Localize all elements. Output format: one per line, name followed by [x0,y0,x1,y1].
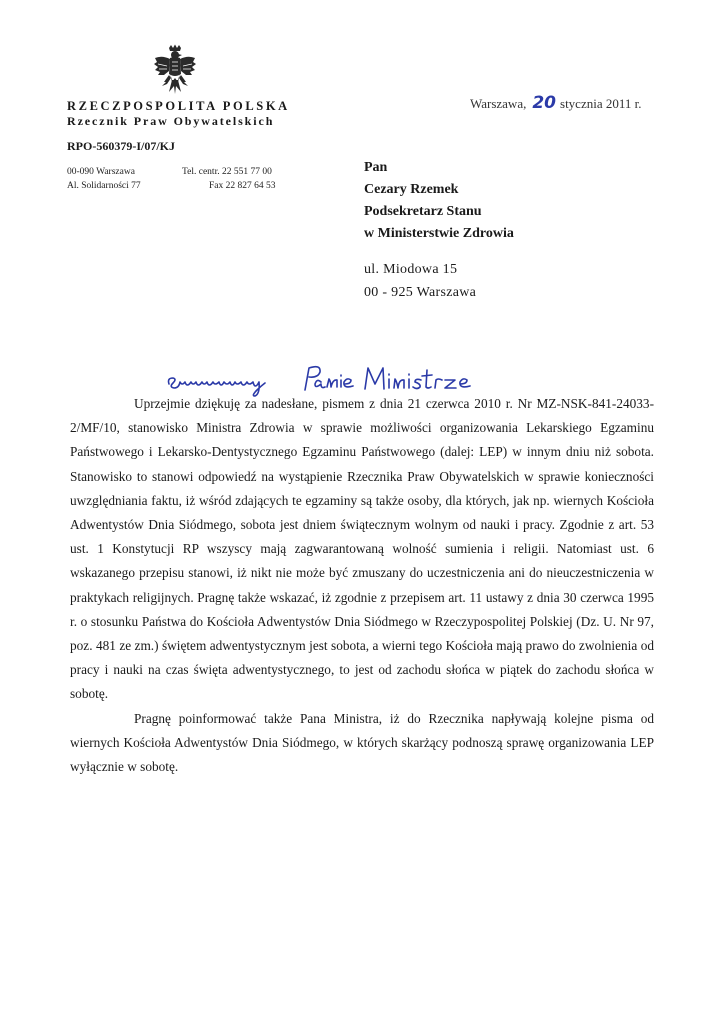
polish-eagle-emblem-icon [152,44,198,96]
recipient-title: Podsekretarz Stanu [364,204,482,219]
recipient-ministry: w Ministerstwie Zdrowia [364,226,514,241]
dateline-day-handwritten: 20 [532,93,557,113]
sender-telephone: Tel. centr. 22 551 77 00 [182,167,272,177]
dateline-place: Warszawa, [470,96,527,111]
recipient-street: ul. Miodowa 15 [364,262,458,277]
institution-subtitle: Rzecznik Praw Obywatelskich [67,114,275,128]
reference-number: RPO-560379-I/07/KJ [67,139,175,153]
sender-street: Al. Solidarności 77 [67,181,141,191]
recipient-honorific: Pan [364,160,388,175]
dateline [470,93,642,113]
sender-postal-city: 00-090 Warszawa [67,167,135,177]
institution-name: RZECZPOSPOLITA POLSKA [67,99,290,113]
sender-fax: Fax 22 827 64 53 [209,181,276,191]
letter-body [70,392,654,779]
recipient-postal: 00 - 925 Warszawa [364,285,477,300]
body-paragraph: Uprzejmie dziękuję za nadesłane, pismem z dnia 21 czerwca 2010 r. Nr MZ-NSK-841-24033-2/MF/10, stanowisko Ministra Zdrowia w sprawie możliwości organizowania Lekarskiego Egzaminu Państwowego i Lekarsko-Dentystycznego Egzaminu Państwowego (dalej: LEP) w innym dniu niż sobota. Stanowisko to stanowi odpowiedź na wystąpienie Rzecznika Praw Obywatelskich w sprawie konieczności uwzględniania faktu, iż wśród zdających te egzaminy są także osoby, dla których, jak np. wiernych Kościoła Adwentystów Dnia Siódmego, sobota jest dniem świątecznym wolnym od nauki i pracy. Zgodnie z art. 53 ust. 1 Konstytucji RP wszyscy mają zagwarantowaną wolność sumienia i religii. Natomiast ust. 6 wskazanego przepisu stanowi, iż nikt nie może być zmuszany do uczestniczenia ani do nieuczestniczenia w praktykach religijnych. Pragnę także wskazać, iż zgodnie z przepisem art. 11 ustawy z dnia 30 czerwca 1995 r. o stosunku Państwa do Kościoła Adwentystów Dnia Siódmego w Rzeczypospolitej Polskiej (Dz. U. Nr 97, poz. 481 ze zm.) świętem adwentystycznym jest sobota, a wierni tego Kościoła mają prawo do zwolnienia od pracy i nauki na czas święta adwentystycznego, to jest od zachodu słońca w piątek do zachodu słońca w sobotę. [70,396,654,702]
recipient-name: Cezary Rzemek [364,182,459,197]
dateline-month-year: stycznia 2011 r. [560,96,642,111]
body-paragraph: Pragnę poinformować także Pana Ministra, iż do Rzecznika napływają kolejne pisma od wiernych Kościoła Adwentystów Dnia Siódmego, w których skarżący podnoszą sprawę organizowania LEP wyłącznie w sobotę. [70,710,654,775]
